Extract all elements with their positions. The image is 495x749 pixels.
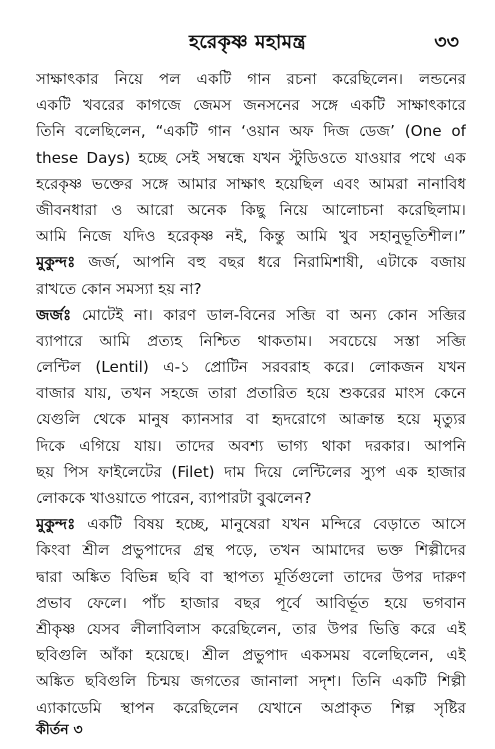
text-line	[36, 695, 466, 721]
text-line	[36, 459, 466, 485]
page-number: ৩৩	[434, 31, 459, 53]
signature-mark: কীর্তন ৩	[36, 722, 83, 738]
line-text: অঙ্কিত ছবিগুলি চিন্ময় জগতের জানালা সদৃশ। তিনি একটি শিল্পী	[36, 672, 466, 691]
text-line	[36, 668, 466, 694]
line-text: লেন্টিল (Lentil) এ-১ প্রোটিন সরবরাহ করে। লোকজন যখন	[36, 358, 466, 377]
body-text	[36, 66, 466, 721]
running-title: হরেকৃষ্ণ মহামন্ত্র	[189, 31, 306, 53]
line-text: দ্বারা অঙ্কিত বিভিন্ন ছবি বা স্থাপত্য মূর্তিগুলো তাদের উপর দারুণ	[36, 567, 466, 586]
line-text: যেগুলি থেকে মানুষ ক্যানসার বা হৃদরোগে আক্রান্ত হয়ে মৃত্যুর	[36, 410, 466, 429]
text-line	[36, 197, 466, 223]
page-header	[0, 28, 495, 54]
text-line	[36, 433, 466, 459]
line-text: এ্যাকাডেমি স্থাপন করেছিলেন যেখানে অপ্রাকৃত শিল্প সৃষ্টির	[36, 698, 466, 717]
line-text: ছবিগুলি আঁকা হয়েছে। শ্রীল প্রভুপাদ একসময় বলেছিলেন, এই	[36, 646, 466, 665]
text-line	[36, 249, 466, 275]
text-line	[36, 276, 466, 302]
line-text: একটি খবরের কাগজে জেমস জনসনের সঙ্গে একটি সাক্ষাৎকারে	[36, 96, 466, 115]
line-text: মোটেই না। কারণ ডাল-বিনের সব্জি বা অন্য কোন সব্জির	[71, 305, 466, 324]
line-text: দিকে এগিয়ে যায়। তাদের অবশ্য ভাগ্য থাকা দরকার। আপনি	[36, 436, 466, 455]
text-line	[36, 511, 466, 537]
text-line	[36, 92, 466, 118]
line-text: রাখতে কোন সমস্যা হয় না?	[36, 279, 202, 298]
text-line	[36, 171, 466, 197]
text-line	[36, 564, 466, 590]
line-text: কিংবা শ্রীল প্রভুপাদের গ্রন্থ পড়ে, তখন আমাদের ভক্ত শিল্পীদের	[36, 541, 466, 560]
line-text: ব্যাপারে আমি প্রত্যহ নিশ্চিত থাকতাম। সবচেয়ে সস্তা সব্জি	[36, 331, 466, 350]
text-line	[36, 406, 466, 432]
line-text: প্রভাব ফেলে। পাঁচ হাজার বছর পূর্বে আবির্ভূত হয়ে ভগবান	[36, 593, 466, 612]
text-line	[36, 590, 466, 616]
line-text: বাজার যায়, তখন সহজে তারা প্রতারিত হয়ে শুকরের মাংস কেনে	[36, 384, 466, 403]
line-text: তিনি বলেছিলেন, “একটি গান ‘ওয়ান অফ দিজ ডেজ’ (One of	[36, 122, 466, 141]
speaker-label: জর্জঃ	[36, 305, 72, 324]
text-line	[36, 118, 466, 144]
speaker-label: মুকুন্দঃ	[36, 515, 76, 534]
text-line	[36, 302, 466, 328]
text-line	[36, 223, 466, 249]
line-text: সাক্ষাৎকার নিয়ে পল একটি গান রচনা করেছিলেন। লন্ডনের	[36, 70, 466, 88]
line-text: ছয় পিস ফাইলেটের (Filet) দাম দিয়ে লেন্টিলের স্যুপ এক হাজার	[36, 462, 466, 481]
text-line	[36, 380, 466, 406]
text-line	[36, 328, 466, 354]
text-line	[36, 354, 466, 380]
line-text: শ্রীকৃষ্ণ যেসব লীলাবিলাস করেছিলেন, তার উপর ভিত্তি করে এই	[36, 619, 466, 638]
line-text: জর্জ, আপনি বহু বছর ধরে নিরামিশাষী, এটাকে বজায়	[75, 253, 466, 272]
line-text: হরেকৃষ্ণ ভক্তের সঙ্গে আমার সাক্ষাৎ হয়েছিল এবং আমরা নানাবিধ	[36, 174, 466, 193]
text-line	[36, 537, 466, 563]
text-line	[36, 145, 466, 171]
line-text: একটি বিষয় হচ্ছে, মানুষেরা যখন মন্দিরে বেড়াতে আসে	[75, 515, 466, 534]
text-line	[36, 485, 466, 511]
text-line	[36, 66, 466, 92]
speaker-label: মুকুন্দঃ	[36, 253, 76, 272]
text-line	[36, 616, 466, 642]
line-text: আমি নিজে যদিও হরেকৃষ্ণ নই, কিন্তু আমি খুব সহানুভূতিশীল।”	[36, 227, 466, 246]
line-text: জীবনধারা ও আরো অনেক কিছু নিয়ে আলোচনা করেছিলাম।	[36, 200, 466, 219]
line-text: these Days) হচ্ছে সেই সম্বন্ধে যখন স্টুডিওতে যাওয়ার পথে এক	[36, 148, 466, 167]
line-text: লোককে খাওয়াতে পারেন, ব্যাপারটা বুঝলেন?	[36, 489, 312, 507]
text-line	[36, 642, 466, 668]
